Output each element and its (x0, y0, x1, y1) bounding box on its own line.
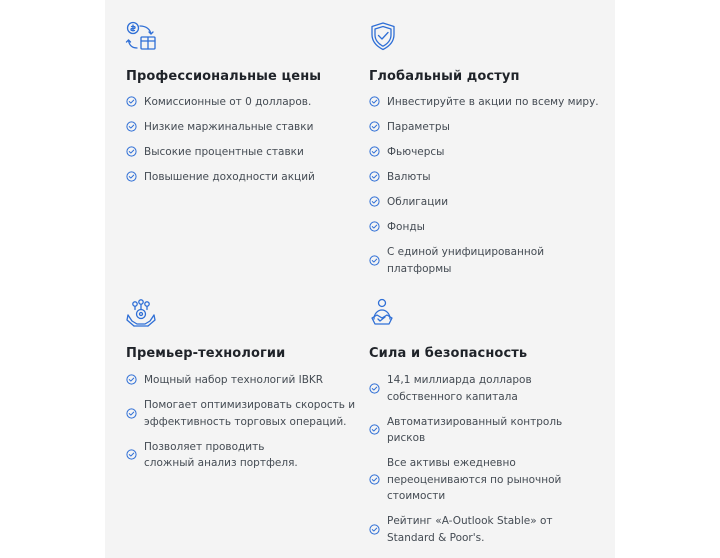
check-circle-icon (369, 383, 380, 394)
list-item (369, 219, 609, 236)
list-item (369, 414, 567, 447)
list-item (369, 194, 609, 211)
check-circle-icon (369, 171, 380, 182)
list-item-text: Позволяет проводить сложный анализ портфеля. (144, 440, 298, 469)
list-item-text: Повышение доходности акций (144, 171, 315, 183)
check-circle-icon (369, 196, 380, 207)
check-circle-icon (369, 524, 380, 535)
list-item-text: 14,1 миллиарда долларов собственного капитала (387, 374, 532, 403)
global-access-list (369, 94, 609, 277)
list-item-text: Параметры (387, 121, 450, 133)
list-item-text: Все активы ежедневно переоцениваются по рыночной стоимости (387, 457, 562, 502)
list-item (126, 372, 358, 389)
list-item (126, 439, 314, 472)
technology-list (126, 372, 358, 472)
security-list (369, 372, 569, 546)
features-panel (105, 0, 615, 558)
list-item-text: Облигации (387, 196, 449, 208)
check-circle-icon (126, 146, 137, 157)
section-title-security: Сила и безопасность (369, 346, 528, 361)
check-circle-icon (369, 221, 380, 232)
list-item-text: Рейтинг «A-Outlook Stable» от Standard & Poor's. (387, 515, 553, 544)
check-circle-icon (369, 146, 380, 157)
list-item (369, 94, 609, 111)
check-circle-icon (126, 449, 137, 460)
list-item (126, 397, 358, 430)
check-circle-icon (126, 374, 137, 385)
check-circle-icon (369, 474, 380, 485)
check-circle-icon (369, 255, 380, 266)
list-item-text: Фонды (387, 221, 425, 233)
list-item (126, 119, 356, 136)
section-title-global-access: Глобальный доступ (369, 69, 520, 84)
list-item-text: Высокие процентные ставки (144, 146, 304, 158)
list-item-text: Инвестируйте в акции по всему миру. (387, 96, 599, 108)
list-item-text: Помогает оптимизировать скорость и эффективность торговых операций. (144, 399, 356, 428)
list-item (369, 244, 562, 277)
check-circle-icon (126, 171, 137, 182)
check-circle-icon (126, 121, 137, 132)
list-item (369, 119, 609, 136)
list-item-text: Комиссионные от 0 долларов. (144, 96, 312, 108)
section-title-pricing: Профессиональные цены (126, 69, 322, 84)
list-item (369, 372, 537, 405)
shield-check-icon (368, 20, 402, 54)
check-circle-icon (126, 408, 137, 419)
list-item-text: Автоматизированный контроль рисков (387, 415, 563, 444)
check-circle-icon (126, 96, 137, 107)
list-item-text: Фьючерсы (387, 146, 445, 158)
list-item-text: Низкие маржинальные ставки (144, 121, 314, 133)
section-title-technology: Премьер-технологии (126, 346, 286, 361)
list-item (369, 513, 567, 546)
list-item (369, 455, 572, 505)
check-circle-icon (369, 96, 380, 107)
list-item-text: Мощный набор технологий IBKR (144, 374, 324, 386)
check-circle-icon (369, 424, 380, 435)
pricing-list (126, 94, 356, 186)
list-item (126, 169, 356, 186)
list-item-text: С единой унифицированной платформы (387, 246, 545, 275)
list-item (369, 169, 609, 186)
list-item-text: Валюты (387, 171, 431, 183)
money-cycle-icon (125, 20, 159, 54)
list-item (369, 144, 609, 161)
check-circle-icon (369, 121, 380, 132)
tech-gears-icon (125, 297, 159, 331)
person-security-icon (368, 297, 402, 331)
list-item (126, 94, 356, 111)
list-item (126, 144, 356, 161)
